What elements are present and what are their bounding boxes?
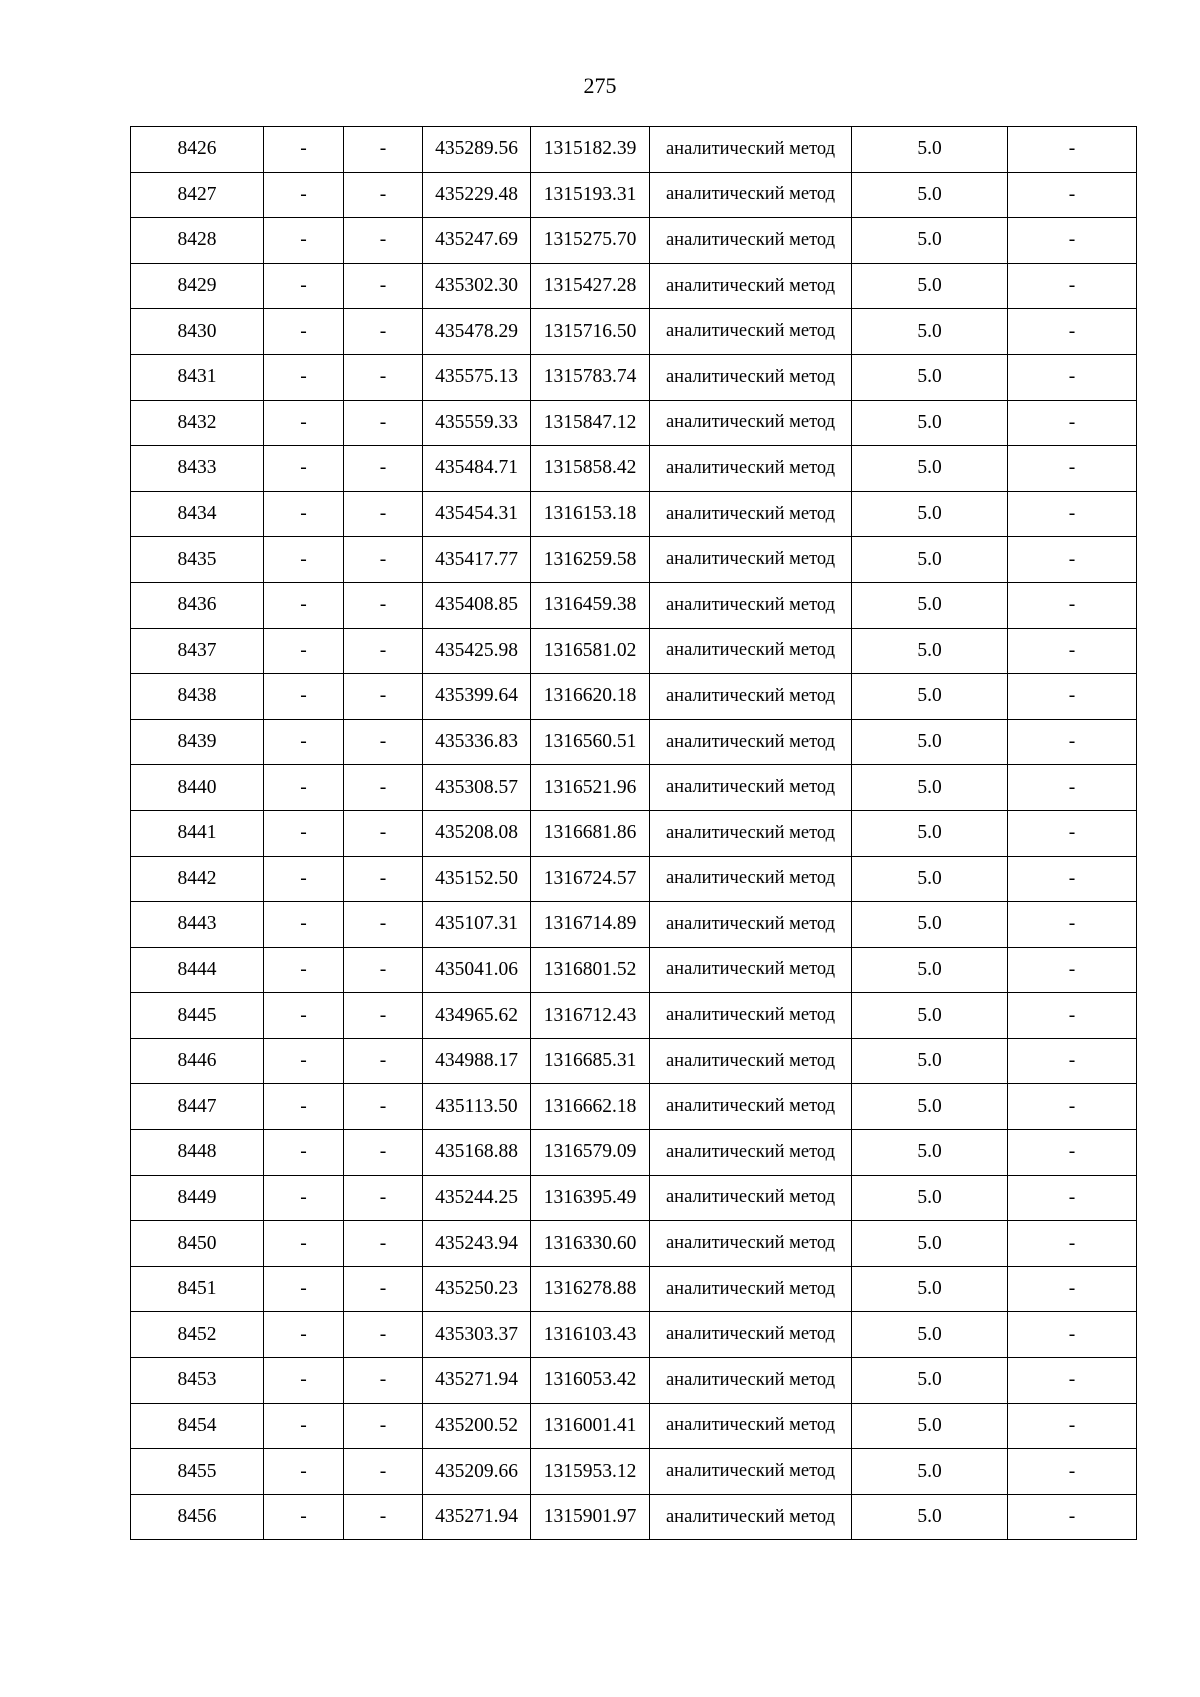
dash-cell: - [264, 719, 344, 765]
y-coordinate-cell: 1315901.97 [531, 1494, 650, 1540]
dash-cell: - [1008, 309, 1137, 355]
x-coordinate-cell: 434988.17 [423, 1038, 531, 1084]
dash-cell: - [1008, 810, 1137, 856]
dash-cell: - [1008, 674, 1137, 720]
dash-cell: - [344, 719, 423, 765]
point-number-cell: 8447 [131, 1084, 264, 1130]
dash-cell: - [264, 628, 344, 674]
method-cell: аналитический метод [650, 1084, 852, 1130]
dash-cell: - [344, 537, 423, 583]
dash-cell: - [1008, 1130, 1137, 1176]
x-coordinate-cell: 435454.31 [423, 491, 531, 537]
precision-cell: 5.0 [852, 765, 1008, 811]
dash-cell: - [1008, 1221, 1137, 1267]
table-row [131, 628, 1137, 674]
dash-cell: - [344, 993, 423, 1039]
x-coordinate-cell: 435399.64 [423, 674, 531, 720]
y-coordinate-cell: 1315716.50 [531, 309, 650, 355]
dash-cell: - [1008, 765, 1137, 811]
precision-cell: 5.0 [852, 354, 1008, 400]
dash-cell: - [264, 263, 344, 309]
dash-cell: - [1008, 537, 1137, 583]
dash-cell: - [264, 127, 344, 173]
precision-cell: 5.0 [852, 1175, 1008, 1221]
dash-cell: - [344, 628, 423, 674]
precision-cell: 5.0 [852, 1358, 1008, 1404]
x-coordinate-cell: 435303.37 [423, 1312, 531, 1358]
precision-cell: 5.0 [852, 400, 1008, 446]
dash-cell: - [344, 446, 423, 492]
point-number-cell: 8426 [131, 127, 264, 173]
dash-cell: - [344, 172, 423, 218]
precision-cell: 5.0 [852, 537, 1008, 583]
dash-cell: - [344, 765, 423, 811]
dash-cell: - [1008, 1403, 1137, 1449]
precision-cell: 5.0 [852, 172, 1008, 218]
table-row [131, 1403, 1137, 1449]
dash-cell: - [264, 1130, 344, 1176]
dash-cell: - [264, 674, 344, 720]
y-coordinate-cell: 1316053.42 [531, 1358, 650, 1404]
dash-cell: - [264, 1494, 344, 1540]
method-cell: аналитический метод [650, 1038, 852, 1084]
method-cell: аналитический метод [650, 127, 852, 173]
x-coordinate-cell: 435271.94 [423, 1358, 531, 1404]
precision-cell: 5.0 [852, 218, 1008, 264]
dash-cell: - [344, 354, 423, 400]
y-coordinate-cell: 1315275.70 [531, 218, 650, 264]
method-cell: аналитический метод [650, 446, 852, 492]
precision-cell: 5.0 [852, 1494, 1008, 1540]
dash-cell: - [1008, 1312, 1137, 1358]
dash-cell: - [344, 263, 423, 309]
point-number-cell: 8433 [131, 446, 264, 492]
table-row [131, 1358, 1137, 1404]
dash-cell: - [264, 1038, 344, 1084]
point-number-cell: 8438 [131, 674, 264, 720]
dash-cell: - [264, 1266, 344, 1312]
dash-cell: - [344, 1449, 423, 1495]
dash-cell: - [1008, 628, 1137, 674]
table-row [131, 127, 1137, 173]
dash-cell: - [1008, 1358, 1137, 1404]
y-coordinate-cell: 1315953.12 [531, 1449, 650, 1495]
dash-cell: - [344, 1221, 423, 1267]
point-number-cell: 8428 [131, 218, 264, 264]
table-body [131, 127, 1137, 1540]
precision-cell: 5.0 [852, 127, 1008, 173]
table-row [131, 172, 1137, 218]
dash-cell: - [1008, 172, 1137, 218]
y-coordinate-cell: 1315182.39 [531, 127, 650, 173]
method-cell: аналитический метод [650, 1494, 852, 1540]
precision-cell: 5.0 [852, 947, 1008, 993]
precision-cell: 5.0 [852, 446, 1008, 492]
dash-cell: - [1008, 491, 1137, 537]
point-number-cell: 8442 [131, 856, 264, 902]
table-row [131, 309, 1137, 355]
table-row [131, 674, 1137, 720]
dash-cell: - [1008, 947, 1137, 993]
method-cell: аналитический метод [650, 765, 852, 811]
dash-cell: - [344, 1175, 423, 1221]
point-number-cell: 8436 [131, 582, 264, 628]
precision-cell: 5.0 [852, 491, 1008, 537]
y-coordinate-cell: 1316278.88 [531, 1266, 650, 1312]
x-coordinate-cell: 435244.25 [423, 1175, 531, 1221]
dash-cell: - [1008, 1494, 1137, 1540]
table-row [131, 1175, 1137, 1221]
point-number-cell: 8441 [131, 810, 264, 856]
dash-cell: - [1008, 902, 1137, 948]
method-cell: аналитический метод [650, 674, 852, 720]
dash-cell: - [264, 765, 344, 811]
dash-cell: - [264, 172, 344, 218]
point-number-cell: 8456 [131, 1494, 264, 1540]
dash-cell: - [344, 1038, 423, 1084]
dash-cell: - [264, 1403, 344, 1449]
dash-cell: - [344, 582, 423, 628]
dash-cell: - [344, 674, 423, 720]
y-coordinate-cell: 1316662.18 [531, 1084, 650, 1130]
method-cell: аналитический метод [650, 491, 852, 537]
x-coordinate-cell: 435336.83 [423, 719, 531, 765]
precision-cell: 5.0 [852, 628, 1008, 674]
method-cell: аналитический метод [650, 947, 852, 993]
table-row [131, 1494, 1137, 1540]
precision-cell: 5.0 [852, 674, 1008, 720]
x-coordinate-cell: 435209.66 [423, 1449, 531, 1495]
y-coordinate-cell: 1316579.09 [531, 1130, 650, 1176]
dash-cell: - [344, 1403, 423, 1449]
dash-cell: - [264, 902, 344, 948]
method-cell: аналитический метод [650, 1403, 852, 1449]
y-coordinate-cell: 1316685.31 [531, 1038, 650, 1084]
point-number-cell: 8440 [131, 765, 264, 811]
dash-cell: - [344, 218, 423, 264]
y-coordinate-cell: 1316001.41 [531, 1403, 650, 1449]
precision-cell: 5.0 [852, 1266, 1008, 1312]
method-cell: аналитический метод [650, 1449, 852, 1495]
dash-cell: - [1008, 719, 1137, 765]
point-number-cell: 8451 [131, 1266, 264, 1312]
x-coordinate-cell: 435229.48 [423, 172, 531, 218]
point-number-cell: 8454 [131, 1403, 264, 1449]
dash-cell: - [264, 1312, 344, 1358]
point-number-cell: 8448 [131, 1130, 264, 1176]
table-row [131, 1038, 1137, 1084]
dash-cell: - [264, 947, 344, 993]
table-row [131, 446, 1137, 492]
dash-cell: - [1008, 127, 1137, 173]
method-cell: аналитический метод [650, 1130, 852, 1176]
precision-cell: 5.0 [852, 1221, 1008, 1267]
y-coordinate-cell: 1315427.28 [531, 263, 650, 309]
dash-cell: - [344, 1312, 423, 1358]
method-cell: аналитический метод [650, 218, 852, 264]
dash-cell: - [1008, 993, 1137, 1039]
point-number-cell: 8427 [131, 172, 264, 218]
dash-cell: - [264, 582, 344, 628]
x-coordinate-cell: 435302.30 [423, 263, 531, 309]
dash-cell: - [264, 1175, 344, 1221]
precision-cell: 5.0 [852, 1449, 1008, 1495]
table-row [131, 263, 1137, 309]
dash-cell: - [264, 993, 344, 1039]
dash-cell: - [1008, 582, 1137, 628]
dash-cell: - [1008, 1449, 1137, 1495]
table-row [131, 947, 1137, 993]
dash-cell: - [344, 309, 423, 355]
dash-cell: - [264, 1084, 344, 1130]
x-coordinate-cell: 435247.69 [423, 218, 531, 264]
precision-cell: 5.0 [852, 263, 1008, 309]
precision-cell: 5.0 [852, 309, 1008, 355]
y-coordinate-cell: 1316395.49 [531, 1175, 650, 1221]
table-row [131, 354, 1137, 400]
x-coordinate-cell: 435152.50 [423, 856, 531, 902]
dash-cell: - [264, 491, 344, 537]
table-row [131, 1130, 1137, 1176]
y-coordinate-cell: 1316714.89 [531, 902, 650, 948]
x-coordinate-cell: 435041.06 [423, 947, 531, 993]
point-number-cell: 8429 [131, 263, 264, 309]
precision-cell: 5.0 [852, 810, 1008, 856]
table-row [131, 993, 1137, 1039]
dash-cell: - [264, 537, 344, 583]
table-row [131, 856, 1137, 902]
x-coordinate-cell: 435200.52 [423, 1403, 531, 1449]
dash-cell: - [264, 309, 344, 355]
dash-cell: - [344, 1266, 423, 1312]
dash-cell: - [264, 218, 344, 264]
dash-cell: - [264, 810, 344, 856]
x-coordinate-cell: 435250.23 [423, 1266, 531, 1312]
method-cell: аналитический метод [650, 856, 852, 902]
point-number-cell: 8450 [131, 1221, 264, 1267]
dash-cell: - [264, 1221, 344, 1267]
precision-cell: 5.0 [852, 902, 1008, 948]
method-cell: аналитический метод [650, 1175, 852, 1221]
dash-cell: - [264, 1449, 344, 1495]
point-number-cell: 8452 [131, 1312, 264, 1358]
y-coordinate-cell: 1316560.51 [531, 719, 650, 765]
y-coordinate-cell: 1316330.60 [531, 1221, 650, 1267]
method-cell: аналитический метод [650, 1312, 852, 1358]
method-cell: аналитический метод [650, 902, 852, 948]
point-number-cell: 8430 [131, 309, 264, 355]
y-coordinate-cell: 1316153.18 [531, 491, 650, 537]
dash-cell: - [1008, 1175, 1137, 1221]
method-cell: аналитический метод [650, 1358, 852, 1404]
dash-cell: - [344, 810, 423, 856]
dash-cell: - [1008, 218, 1137, 264]
dash-cell: - [1008, 1266, 1137, 1312]
method-cell: аналитический метод [650, 400, 852, 446]
table-row [131, 719, 1137, 765]
method-cell: аналитический метод [650, 810, 852, 856]
x-coordinate-cell: 435243.94 [423, 1221, 531, 1267]
table-row [131, 400, 1137, 446]
table-row [131, 810, 1137, 856]
x-coordinate-cell: 435417.77 [423, 537, 531, 583]
x-coordinate-cell: 435575.13 [423, 354, 531, 400]
dash-cell: - [344, 947, 423, 993]
dash-cell: - [264, 1358, 344, 1404]
y-coordinate-cell: 1316724.57 [531, 856, 650, 902]
table-row [131, 1084, 1137, 1130]
precision-cell: 5.0 [852, 1038, 1008, 1084]
point-number-cell: 8445 [131, 993, 264, 1039]
dash-cell: - [344, 491, 423, 537]
x-coordinate-cell: 435271.94 [423, 1494, 531, 1540]
point-number-cell: 8435 [131, 537, 264, 583]
coordinates-table [130, 126, 1137, 1540]
y-coordinate-cell: 1316620.18 [531, 674, 650, 720]
dash-cell: - [344, 1130, 423, 1176]
precision-cell: 5.0 [852, 719, 1008, 765]
x-coordinate-cell: 435107.31 [423, 902, 531, 948]
x-coordinate-cell: 435113.50 [423, 1084, 531, 1130]
precision-cell: 5.0 [852, 993, 1008, 1039]
precision-cell: 5.0 [852, 582, 1008, 628]
x-coordinate-cell: 435484.71 [423, 446, 531, 492]
y-coordinate-cell: 1316521.96 [531, 765, 650, 811]
method-cell: аналитический метод [650, 719, 852, 765]
table-row [131, 537, 1137, 583]
dash-cell: - [1008, 856, 1137, 902]
point-number-cell: 8439 [131, 719, 264, 765]
method-cell: аналитический метод [650, 582, 852, 628]
method-cell: аналитический метод [650, 263, 852, 309]
precision-cell: 5.0 [852, 1084, 1008, 1130]
y-coordinate-cell: 1315193.31 [531, 172, 650, 218]
dash-cell: - [344, 1358, 423, 1404]
y-coordinate-cell: 1316681.86 [531, 810, 650, 856]
point-number-cell: 8446 [131, 1038, 264, 1084]
y-coordinate-cell: 1316459.38 [531, 582, 650, 628]
method-cell: аналитический метод [650, 1221, 852, 1267]
point-number-cell: 8431 [131, 354, 264, 400]
x-coordinate-cell: 435289.56 [423, 127, 531, 173]
dash-cell: - [344, 1494, 423, 1540]
table-row [131, 902, 1137, 948]
point-number-cell: 8432 [131, 400, 264, 446]
dash-cell: - [1008, 1084, 1137, 1130]
dash-cell: - [1008, 263, 1137, 309]
table-row [131, 1449, 1137, 1495]
dash-cell: - [1008, 400, 1137, 446]
x-coordinate-cell: 435425.98 [423, 628, 531, 674]
y-coordinate-cell: 1316581.02 [531, 628, 650, 674]
y-coordinate-cell: 1316801.52 [531, 947, 650, 993]
method-cell: аналитический метод [650, 628, 852, 674]
point-number-cell: 8449 [131, 1175, 264, 1221]
dash-cell: - [344, 400, 423, 446]
y-coordinate-cell: 1316103.43 [531, 1312, 650, 1358]
table-row [131, 1312, 1137, 1358]
method-cell: аналитический метод [650, 172, 852, 218]
x-coordinate-cell: 435208.08 [423, 810, 531, 856]
point-number-cell: 8437 [131, 628, 264, 674]
dash-cell: - [264, 400, 344, 446]
point-number-cell: 8443 [131, 902, 264, 948]
dash-cell: - [264, 446, 344, 492]
dash-cell: - [1008, 354, 1137, 400]
method-cell: аналитический метод [650, 993, 852, 1039]
precision-cell: 5.0 [852, 1312, 1008, 1358]
dash-cell: - [1008, 1038, 1137, 1084]
x-coordinate-cell: 435408.85 [423, 582, 531, 628]
table-row [131, 491, 1137, 537]
table-row [131, 1221, 1137, 1267]
y-coordinate-cell: 1316712.43 [531, 993, 650, 1039]
page-number: 275 [583, 73, 617, 98]
precision-cell: 5.0 [852, 856, 1008, 902]
point-number-cell: 8453 [131, 1358, 264, 1404]
precision-cell: 5.0 [852, 1130, 1008, 1176]
x-coordinate-cell: 434965.62 [423, 993, 531, 1039]
point-number-cell: 8434 [131, 491, 264, 537]
dash-cell: - [344, 127, 423, 173]
y-coordinate-cell: 1316259.58 [531, 537, 650, 583]
y-coordinate-cell: 1315783.74 [531, 354, 650, 400]
precision-cell: 5.0 [852, 1403, 1008, 1449]
method-cell: аналитический метод [650, 309, 852, 355]
table-row [131, 218, 1137, 264]
dash-cell: - [344, 902, 423, 948]
method-cell: аналитический метод [650, 354, 852, 400]
x-coordinate-cell: 435478.29 [423, 309, 531, 355]
method-cell: аналитический метод [650, 1266, 852, 1312]
table-row [131, 1266, 1137, 1312]
table-row [131, 582, 1137, 628]
point-number-cell: 8444 [131, 947, 264, 993]
x-coordinate-cell: 435308.57 [423, 765, 531, 811]
y-coordinate-cell: 1315847.12 [531, 400, 650, 446]
dash-cell: - [344, 856, 423, 902]
y-coordinate-cell: 1315858.42 [531, 446, 650, 492]
dash-cell: - [264, 856, 344, 902]
point-number-cell: 8455 [131, 1449, 264, 1495]
table-row [131, 765, 1137, 811]
dash-cell: - [264, 354, 344, 400]
dash-cell: - [1008, 446, 1137, 492]
method-cell: аналитический метод [650, 537, 852, 583]
x-coordinate-cell: 435559.33 [423, 400, 531, 446]
dash-cell: - [344, 1084, 423, 1130]
x-coordinate-cell: 435168.88 [423, 1130, 531, 1176]
